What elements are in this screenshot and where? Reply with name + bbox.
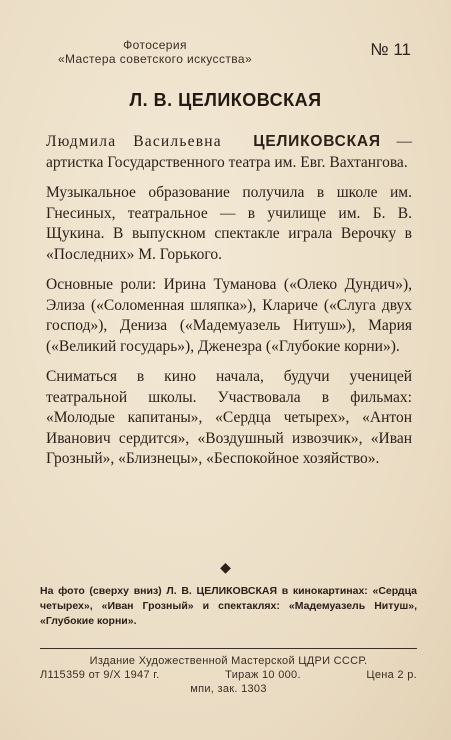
surname: ЦЕЛИКОВСКАЯ [253,133,381,150]
paragraph-education: Музыкальное образование получила в школе им. Гнесиных, театральное — в училище им. Б. В. Щукина. В выпускном спектакле играла Верочку в «Последних» М. Горького. [46,184,412,263]
photo-caption: На фото (сверху вниз) Л. В. ЦЕЛИКОВСКАЯ в кинокартинах: «Сердца четырех», «Иван Грозный» и спектаклях: «Мадемуазель Нитуш», «Глубокие корни». [40,585,417,627]
imprint-print-run: Тираж 10 000. [225,669,301,681]
paragraph-roles: Основные роли: Ирина Туманова («Олеко Дундич»), Элиза («Соломенная шляпка»), Клариче («Слуга двух господ»), Дениза («Мадемуазель Нитуш»), Мария («Великий государь»), Дженезра («Глубокие корни»). [46,276,412,355]
card-number: № 11 [370,40,411,59]
series-line-2: «Мастера советского искусства» [57,52,253,66]
paragraph-films: Сниматься в кино начала, будучи ученицей театральной школы. Участвовала в фильмах: «Молодые капитаны», «Сердца четырех», «Антон Иванович сердится», «Воздушный извозчик», «Иван Грозный», «Близнецы», «Беспокойное хозяйство». [46,368,412,467]
imprint-order: мпи, зак. 1303 [190,683,267,695]
page-title: Л. В. ЦЕЛИКОВСКАЯ [129,90,322,110]
imprint-publisher: Издание Художественной Мастерской ЦДРИ СССР. [89,655,368,667]
imprint-license: Л115359 от 9/Х 1947 г. [40,669,160,681]
full-name: Людмила Васильевна [46,133,222,150]
imprint-price: Цена 2 р. [366,669,417,681]
divider [40,648,417,649]
intro-rest: — артистка Государственного театра им. Евг. Вахтангова. [46,133,412,171]
biography-text [46,132,412,480]
paragraph-intro [46,132,412,173]
diamond-ornament-icon: ◆ [220,561,231,576]
series-line-1: Фотосерия [123,38,187,52]
series-label [40,38,270,66]
imprint [40,654,417,696]
imprint-details [40,668,417,682]
